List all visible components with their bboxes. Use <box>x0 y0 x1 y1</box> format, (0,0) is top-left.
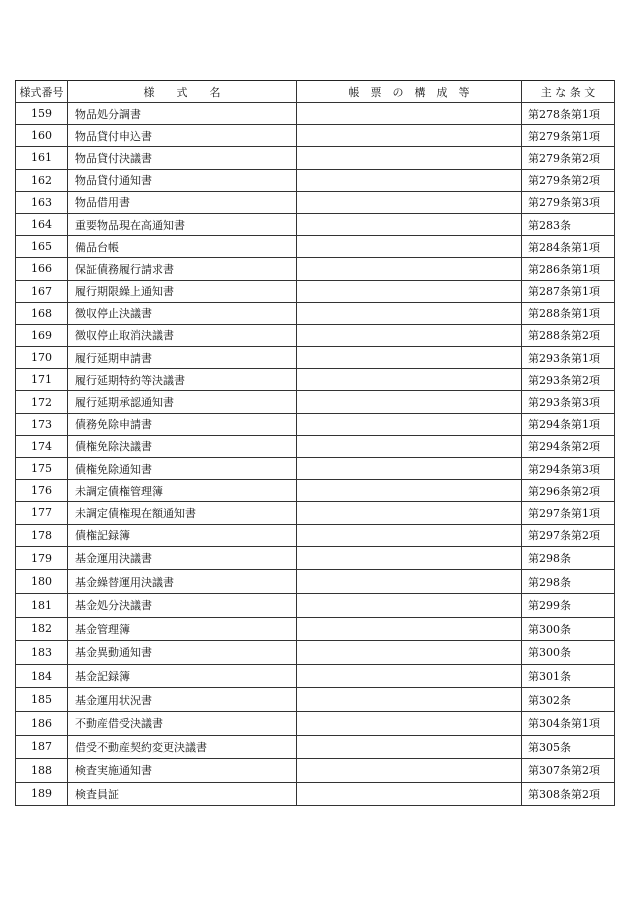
row-article-cell: 第300条 <box>522 641 615 665</box>
row-name-cell: 保証債務履行請求書 <box>68 258 297 280</box>
row-number-cell: 163 <box>16 191 68 213</box>
row-name-cell: 検査実施通知書 <box>68 759 297 783</box>
row-composition-cell <box>297 347 522 369</box>
row-number-cell: 178 <box>16 524 68 546</box>
row-article-cell: 第286条第1項 <box>522 258 615 280</box>
table-row <box>16 413 615 435</box>
table-row <box>16 347 615 369</box>
row-article-cell: 第287条第1項 <box>522 280 615 302</box>
row-name-cell: 基金処分決議書 <box>68 593 297 617</box>
table-row <box>16 191 615 213</box>
row-number-cell: 175 <box>16 458 68 480</box>
row-article-cell: 第288条第2項 <box>522 324 615 346</box>
table-row <box>16 524 615 546</box>
table-row <box>16 735 615 759</box>
row-number-cell: 172 <box>16 391 68 413</box>
row-composition-cell <box>297 458 522 480</box>
row-number-cell: 182 <box>16 617 68 641</box>
row-article-cell: 第296条第2項 <box>522 480 615 502</box>
table-row <box>16 641 615 665</box>
row-composition-cell <box>297 759 522 783</box>
row-article-cell: 第293条第3項 <box>522 391 615 413</box>
row-name-cell: 債権免除決議書 <box>68 435 297 457</box>
row-number-cell: 187 <box>16 735 68 759</box>
table-row <box>16 125 615 147</box>
header-composition: 帳 票 の 構 成 等 <box>297 81 522 103</box>
row-composition-cell <box>297 782 522 806</box>
header-name: 様 式 名 <box>68 81 297 103</box>
row-article-cell: 第308条第2項 <box>522 782 615 806</box>
row-article-cell: 第279条第1項 <box>522 125 615 147</box>
row-composition-cell <box>297 191 522 213</box>
table-row <box>16 213 615 235</box>
row-name-cell: 履行期限繰上通知書 <box>68 280 297 302</box>
table-row <box>16 502 615 524</box>
row-name-cell: 徴収停止取消決議書 <box>68 324 297 346</box>
row-name-cell: 基金異動通知書 <box>68 641 297 665</box>
row-name-cell: 履行延期申請書 <box>68 347 297 369</box>
row-number-cell: 177 <box>16 502 68 524</box>
row-number-cell: 183 <box>16 641 68 665</box>
row-number-cell: 171 <box>16 369 68 391</box>
row-name-cell: 基金運用決議書 <box>68 546 297 570</box>
row-article-cell: 第284条第1項 <box>522 236 615 258</box>
row-number-cell: 169 <box>16 324 68 346</box>
row-number-cell: 184 <box>16 664 68 688</box>
row-article-cell: 第304条第1項 <box>522 711 615 735</box>
row-number-cell: 185 <box>16 688 68 712</box>
row-name-cell: 借受不動産契約変更決議書 <box>68 735 297 759</box>
table-row <box>16 458 615 480</box>
row-name-cell: 物品借用書 <box>68 191 297 213</box>
row-composition-cell <box>297 103 522 125</box>
row-number-cell: 164 <box>16 213 68 235</box>
row-article-cell: 第298条 <box>522 546 615 570</box>
row-composition-cell <box>297 169 522 191</box>
row-composition-cell <box>297 213 522 235</box>
row-article-cell: 第307条第2項 <box>522 759 615 783</box>
row-number-cell: 160 <box>16 125 68 147</box>
row-name-cell: 履行延期承認通知書 <box>68 391 297 413</box>
row-composition-cell <box>297 280 522 302</box>
row-article-cell: 第293条第2項 <box>522 369 615 391</box>
row-number-cell: 159 <box>16 103 68 125</box>
row-name-cell: 基金繰替運用決議書 <box>68 570 297 594</box>
table-row <box>16 103 615 125</box>
row-article-cell: 第279条第2項 <box>522 169 615 191</box>
row-article-cell: 第278条第1項 <box>522 103 615 125</box>
row-number-cell: 188 <box>16 759 68 783</box>
row-composition-cell <box>297 524 522 546</box>
row-name-cell: 物品貸付通知書 <box>68 169 297 191</box>
row-composition-cell <box>297 125 522 147</box>
row-article-cell: 第297条第2項 <box>522 524 615 546</box>
row-composition-cell <box>297 570 522 594</box>
row-name-cell: 履行延期特約等決議書 <box>68 369 297 391</box>
header-row <box>16 81 615 103</box>
row-number-cell: 168 <box>16 302 68 324</box>
table-row <box>16 711 615 735</box>
row-number-cell: 174 <box>16 435 68 457</box>
row-name-cell: 債務免除申請書 <box>68 413 297 435</box>
row-number-cell: 170 <box>16 347 68 369</box>
row-article-cell: 第294条第1項 <box>522 413 615 435</box>
row-composition-cell <box>297 480 522 502</box>
row-composition-cell <box>297 324 522 346</box>
row-number-cell: 167 <box>16 280 68 302</box>
row-composition-cell <box>297 258 522 280</box>
row-number-cell: 186 <box>16 711 68 735</box>
row-composition-cell <box>297 413 522 435</box>
row-article-cell: 第294条第3項 <box>522 458 615 480</box>
row-name-cell: 債権免除通知書 <box>68 458 297 480</box>
row-composition-cell <box>297 502 522 524</box>
row-name-cell: 基金運用状況書 <box>68 688 297 712</box>
row-name-cell: 物品貸付決議書 <box>68 147 297 169</box>
row-article-cell: 第288条第1項 <box>522 302 615 324</box>
row-composition-cell <box>297 435 522 457</box>
row-article-cell: 第299条 <box>522 593 615 617</box>
row-article-cell: 第305条 <box>522 735 615 759</box>
table-row <box>16 546 615 570</box>
row-composition-cell <box>297 735 522 759</box>
row-name-cell: 不動産借受決議書 <box>68 711 297 735</box>
table-row <box>16 391 615 413</box>
header-article: 主 な 条 文 <box>522 81 615 103</box>
table-row <box>16 169 615 191</box>
table-row <box>16 147 615 169</box>
row-article-cell: 第297条第1項 <box>522 502 615 524</box>
table-row <box>16 324 615 346</box>
table-row <box>16 369 615 391</box>
row-composition-cell <box>297 617 522 641</box>
row-article-cell: 第302条 <box>522 688 615 712</box>
row-composition-cell <box>297 236 522 258</box>
row-composition-cell <box>297 546 522 570</box>
table-row <box>16 688 615 712</box>
row-article-cell: 第279条第2項 <box>522 147 615 169</box>
row-name-cell: 未調定債権管理簿 <box>68 480 297 502</box>
table-row <box>16 258 615 280</box>
row-article-cell: 第298条 <box>522 570 615 594</box>
row-number-cell: 162 <box>16 169 68 191</box>
row-name-cell: 未調定債権現在額通知書 <box>68 502 297 524</box>
row-article-cell: 第300条 <box>522 617 615 641</box>
row-composition-cell <box>297 147 522 169</box>
row-number-cell: 189 <box>16 782 68 806</box>
row-composition-cell <box>297 688 522 712</box>
table-row <box>16 570 615 594</box>
row-name-cell: 物品貸付申込書 <box>68 125 297 147</box>
row-composition-cell <box>297 302 522 324</box>
table-row <box>16 280 615 302</box>
table-row <box>16 664 615 688</box>
row-number-cell: 179 <box>16 546 68 570</box>
table-row <box>16 302 615 324</box>
row-article-cell: 第294条第2項 <box>522 435 615 457</box>
row-number-cell: 173 <box>16 413 68 435</box>
row-article-cell: 第293条第1項 <box>522 347 615 369</box>
row-name-cell: 物品処分調書 <box>68 103 297 125</box>
row-number-cell: 165 <box>16 236 68 258</box>
row-composition-cell <box>297 664 522 688</box>
row-name-cell: 重要物品現在高通知書 <box>68 213 297 235</box>
header-number: 様式番号 <box>16 81 68 103</box>
row-composition-cell <box>297 391 522 413</box>
row-composition-cell <box>297 711 522 735</box>
row-name-cell: 備品台帳 <box>68 236 297 258</box>
row-composition-cell <box>297 369 522 391</box>
row-name-cell: 基金記録簿 <box>68 664 297 688</box>
table-row <box>16 782 615 806</box>
table-row <box>16 435 615 457</box>
row-name-cell: 徴収停止決議書 <box>68 302 297 324</box>
row-number-cell: 180 <box>16 570 68 594</box>
row-number-cell: 181 <box>16 593 68 617</box>
table-row <box>16 593 615 617</box>
forms-table <box>15 80 615 806</box>
row-composition-cell <box>297 593 522 617</box>
row-composition-cell <box>297 641 522 665</box>
row-article-cell: 第301条 <box>522 664 615 688</box>
table-row <box>16 236 615 258</box>
row-number-cell: 161 <box>16 147 68 169</box>
table-row <box>16 759 615 783</box>
row-number-cell: 166 <box>16 258 68 280</box>
table-row <box>16 480 615 502</box>
table-row <box>16 617 615 641</box>
row-name-cell: 検査員証 <box>68 782 297 806</box>
row-name-cell: 債権記録簿 <box>68 524 297 546</box>
row-article-cell: 第283条 <box>522 213 615 235</box>
table-body <box>16 103 615 806</box>
row-article-cell: 第279条第3項 <box>522 191 615 213</box>
row-number-cell: 176 <box>16 480 68 502</box>
row-name-cell: 基金管理簿 <box>68 617 297 641</box>
table-header <box>16 81 615 103</box>
